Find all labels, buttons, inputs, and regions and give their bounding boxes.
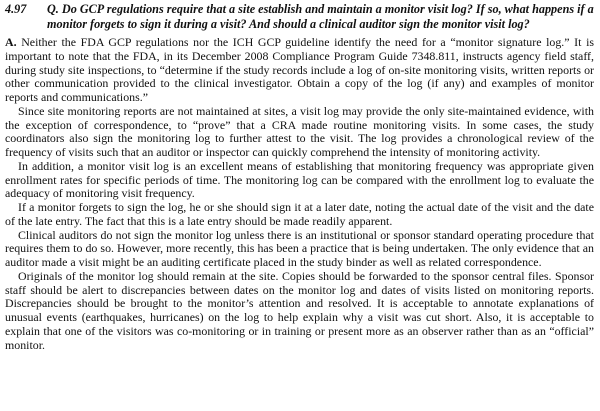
- answer-paragraph-2: Since site monitoring reports are not maintained at sites, a visit log may provide the only site-maintained evidence, with the exception of correspondence, to “prove” that a CRA made routine monitoring visits. In some cases, the study coordinators also sign the monitoring log to further attest to the visit. The log provides a chronological review of the frequency of visits such that an auditor or inspector can quickly comprehend the intensity of monitoring activity.: [5, 103, 594, 159]
- answer-paragraph-5: Clinical auditors do not sign the monitor log unless there is an institutional or sponsor standard operating procedure that requires them to do so. However, more recently, this has been a practice that is being undertaken. The only evidence that an auditor made a visit might be an auditing certificate placed in the study binder as well as related correspondence.: [5, 227, 594, 269]
- question-number: 4.97: [5, 2, 27, 16]
- answer-body: [5, 36, 594, 352]
- answer-paragraph-1: [5, 36, 594, 105]
- answer-label: A.: [5, 35, 17, 49]
- answer-paragraph-6: Originals of the monitor log should remain at the site. Copies should be forwarded to the sponsor central files. Sponsor staff should be alert to discrepancies between dates on the monitor log and dates of visits listed on monitoring reports. Discrepancies should be brought to the monitor’s attention and resolved. It is acceptable to annotate explanations of unusual events (earthquakes, hurricanes) on the log to help explain why a visit was cut short. Also, it is acceptable to explain that one of the visitors was co-monitoring or in training or present more as an observer rather than as an “official” monitor.: [5, 268, 594, 352]
- question-heading: [5, 2, 594, 32]
- question-text: Q. Do GCP regulations require that a site establish and maintain a monitor visit log? If so, what happens if a monitor forgets to sign it during a visit? And should a clinical auditor sign the monitor visit log?: [47, 2, 594, 31]
- answer-paragraph-3: In addition, a monitor visit log is an excellent means of establishing that monitoring frequency was appropriate given enrollment rates for specific periods of time. The monitoring log can be compared with the enrollment log to evaluate the adequacy of monitoring visit frequency.: [5, 158, 594, 201]
- answer-paragraph-4: If a monitor forgets to sign the log, he or she should sign it at a later date, noting the actual date of the visit and the date of the late entry. The fact that this is a late entry should be made readily apparent.: [5, 200, 594, 228]
- answer-paragraph-1-text: Neither the FDA GCP regulations nor the ICH GCP guideline identify the need for a “monitor signature log.” It is important to note that the FDA, in its December 2008 Compliance Program Guide 7348.811, instructs agency field staff, during study site inspections, to “determine if the study records include a log of on-site monitoring visits, written reports or other communication provided to the clinical investigator. Obtain a copy of the log (if any) and examples of monitor reports and communications.”: [5, 35, 595, 104]
